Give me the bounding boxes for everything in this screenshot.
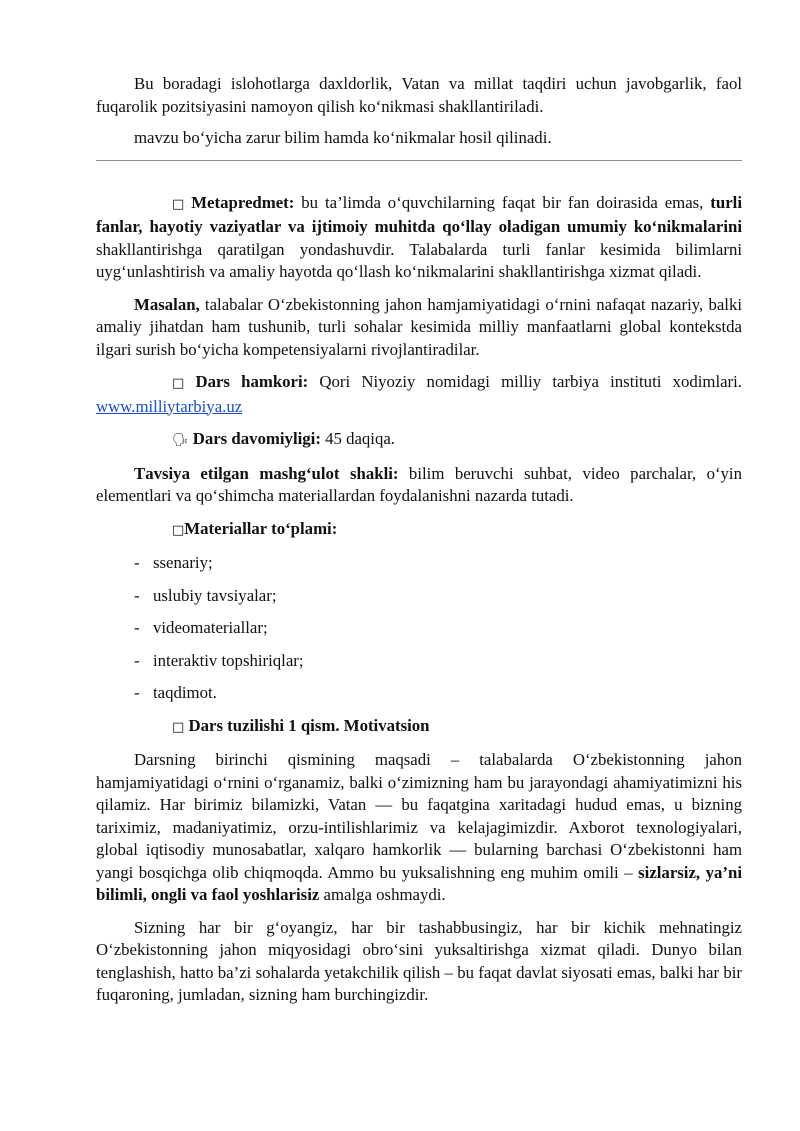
list-item-text: taqdimot. [153, 683, 217, 702]
checkbox-icon: □ [172, 196, 185, 212]
list-item: - interaktiv topshiriqlar; [134, 650, 304, 670]
paragraph-dars-tuzilishi [96, 715, 742, 740]
dars-davomiyligi-text: 45 daqiqa. [320, 429, 396, 448]
paragraph-metapredmet [96, 192, 742, 284]
paragraph-dars-hamkori [96, 371, 742, 418]
darsning-text-1: Darsning birinchi qismining maqsadi – talabalarda O‘zbekistonning jahon hamjamiyatidagi o‘rnini o‘rganamiz, balki o‘zimizning ham bu jarayondagi ahamiyatimizni his qilamiz. Har birimiz bilamizki, Vatan — bu faqatgina xaritadagi hudud emas, u bizning tariximiz, madaniyatimiz, orzu-intilishlarimiz va kelajagimizdir. Axborot texnologiyalari, global iqtisodiy munosabatlar, xalqaro hamkorlik — bularning barchasi O‘zbekistonni ham yangi bosqichga olib chiqmoqda. Ammo bu yuksalishning eng muhim omili – [96, 750, 742, 882]
dars-tuzilishi-heading: Dars tuzilishi 1 qism. Motivatsion [188, 715, 430, 735]
checkbox-icon: □ [172, 719, 185, 735]
masalan-label: Masalan, [134, 294, 200, 314]
paragraph-masalan [96, 294, 742, 362]
masalan-text: talabalar O‘zbekistonning jahon hamjamiyatidagi o‘rnini nafaqat nazariy, balki amaliy jihatdan ham tushunib, turli sohalar kesimida milliy manfaatlarni global kontekstda ilgari surish bo‘yicha kompetensiyalarni rivojlantiradilar. [96, 294, 742, 359]
materiallar-label: Materiallar to‘plami: [184, 518, 338, 538]
paragraph-mavzu: mavzu bo‘yicha zarur bilim hamda ko‘nikmalar hosil qilinadi. [134, 128, 552, 147]
metapredmet-text-1: bu ta’limda o‘quvchilarning faqat bir fan doirasida emas, [294, 192, 711, 212]
paragraph-materiallar [96, 518, 742, 543]
list-item-text: uslubiy tavsiyalar; [153, 585, 277, 605]
milliytarbiya-link[interactable]: www.milliytarbiya.uz [96, 396, 243, 416]
letter-t-icon: Т [134, 463, 146, 483]
checkbox-icon: □ [172, 522, 185, 538]
dars-davomiyligi-label: Dars davomiyligi: [192, 429, 321, 448]
paragraph-dars-davomiyligi [96, 428, 742, 453]
metapredmet-label: Metapredmet: [191, 192, 295, 212]
list-item: - videomateriallar; [134, 618, 268, 637]
list-item: - ssenariy; [134, 553, 213, 572]
mashgulot-shakli-text: bilim beruvchi suhbat, video parchalar, o‘yin elementlari va qo‘shimcha materiallardan foydalanishni nazarda tutadi. [96, 463, 742, 505]
mashgulot-shakli-label: avsiya etilgan mashg‘ulot shakli: [145, 463, 399, 483]
metapredmet-bold-text: turli fanlar, hayotiy vaziyatlar va ijtimoiy muhitda qo‘llay oladigan umumiy ko‘nikmalarini [96, 192, 742, 236]
dars-hamkori-label: Dars hamkori: [195, 372, 309, 391]
darsning-text-2: amalga oshmaydi. [319, 885, 446, 904]
section-divider [96, 160, 742, 161]
list-item-text: videomateriallar; [153, 618, 268, 637]
metapredmet-text-2: shakllantirishga qaratilgan yondashuvdir. Talabalarda turli fanlar kesimida bilimlarni uyg‘unlashtirish va amaliy hayotda qo‘llash ko‘nikmalarini shakllantirishga xizmat qiladi. [96, 239, 742, 281]
speaking-head-icon: 🗣 [172, 433, 189, 448]
dars-hamkori-text: Qori Niyoziy nomidagi milliy tarbiya instituti xodimlari. [308, 372, 743, 391]
list-item: - uslubiy tavsiyalar; [134, 585, 277, 605]
paragraph-darsning [96, 749, 742, 907]
list-item: - taqdimot. [134, 683, 217, 702]
list-item-text: interaktiv topshiriqlar; [153, 650, 304, 670]
paragraph-sizning: Sizning har bir g‘oyangiz, har bir tashabbusingiz, har bir kichik mehnatingiz O‘zbekistonning jahon miqyosidagi obro‘sini yuksaltirishga xizmat qiladi. Dunyo bilan tenglashish, hatto ba’zi sohalarda yetakchilik qilish – bu faqat davlat siyosati emas, balki har bir fuqaroning, jumladan, sizning ham burchingizdir. [96, 917, 742, 1004]
paragraph-islohotlar: Bu boradagi islohotlarga daxldorlik, Vatan va millat taqdiri uchun javobgarlik, faol fuqarolik pozitsiyasini namoyon qilish ko‘nikmasi shakllantiriladi. [96, 74, 742, 116]
paragraph-mashgulot-shakli [96, 463, 742, 508]
list-item-text: ssenariy; [153, 553, 213, 572]
checkbox-icon: □ [172, 376, 185, 391]
darsning-bold-text: sizlarsiz, ya’ni bilimli, ongli va faol yoshlarisiz [96, 862, 742, 904]
materials-list [96, 552, 742, 705]
